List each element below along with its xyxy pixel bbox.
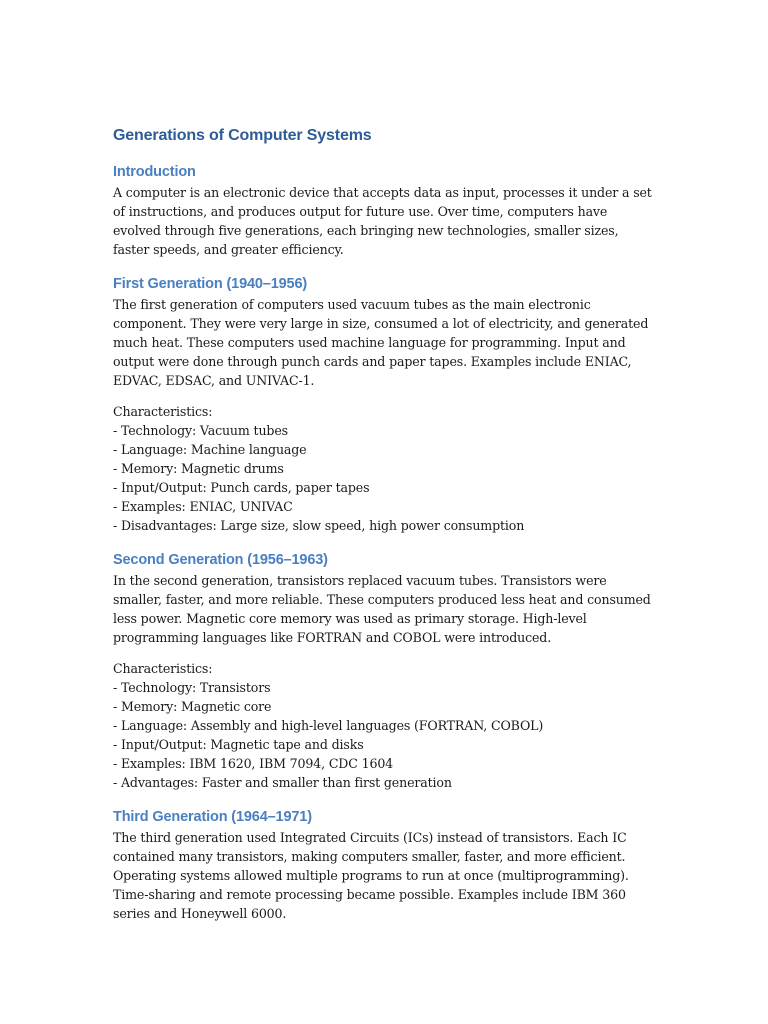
- third-generation-heading: Third Generation (1964–1971): [113, 809, 312, 825]
- second-generation-characteristics-label: Characteristics:: [113, 661, 213, 676]
- list-item: - Examples: ENIAC, UNIVAC: [113, 499, 293, 514]
- first-generation-paragraph: The first generation of computers used vacuum tubes as the main electronic component. They were very large in size, consumed a lot of electricity, and generated much heat. These computers used machine language for programming. Input and output were done through punch cards and paper tapes. Examples include ENIAC, EDVAC, EDSAC, and UNIVAC-1.: [113, 297, 649, 388]
- introduction-paragraph: A computer is an electronic device that accepts data as input, processes it under a set of instructions, and produces output for future use. Over time, computers have evolved through five generations, each bringing new technologies, smaller sizes, faster speeds, and greater efficiency.: [113, 185, 652, 257]
- list-item: - Memory: Magnetic core: [113, 699, 272, 714]
- list-item: - Input/Output: Punch cards, paper tapes: [113, 480, 370, 495]
- list-item: - Technology: Transistors: [113, 680, 271, 695]
- list-item: - Language: Assembly and high-level languages (FORTRAN, COBOL): [113, 718, 544, 733]
- list-item: - Disadvantages: Large size, slow speed, high power consumption: [113, 518, 525, 533]
- first-generation-heading: First Generation (1940–1956): [113, 276, 308, 292]
- introduction-heading: Introduction: [113, 164, 196, 180]
- list-item: - Examples: IBM 1620, IBM 7094, CDC 1604: [113, 756, 394, 771]
- second-generation-heading: Second Generation (1956–1963): [113, 552, 328, 568]
- list-item: - Advantages: Faster and smaller than first generation: [113, 775, 452, 790]
- second-generation-paragraph: In the second generation, transistors replaced vacuum tubes. Transistors were smaller, faster, and more reliable. These computers produced less heat and consumed less power. Magnetic core memory was used as primary storage. High-level programming languages like FORTRAN and COBOL were introduced.: [113, 573, 651, 645]
- third-generation-paragraph: The third generation used Integrated Circuits (ICs) instead of transistors. Each IC contained many transistors, making computers smaller, faster, and more efficient. Operating systems allowed multiple programs to run at once (multiprogramming). Time-sharing and remote processing became possible. Examples include IBM 360 series and Honeywell 6000.: [113, 830, 629, 921]
- document-page: [113, 124, 658, 923]
- second-generation-characteristics-list: [113, 678, 658, 792]
- first-generation-characteristics-list: [113, 421, 658, 535]
- list-item: - Technology: Vacuum tubes: [113, 423, 288, 438]
- first-generation-characteristics-label: Characteristics:: [113, 404, 213, 419]
- document-title: Generations of Computer Systems: [113, 127, 372, 144]
- list-item: - Language: Machine language: [113, 442, 307, 457]
- list-item: - Memory: Magnetic drums: [113, 461, 284, 476]
- list-item: - Input/Output: Magnetic tape and disks: [113, 737, 364, 752]
